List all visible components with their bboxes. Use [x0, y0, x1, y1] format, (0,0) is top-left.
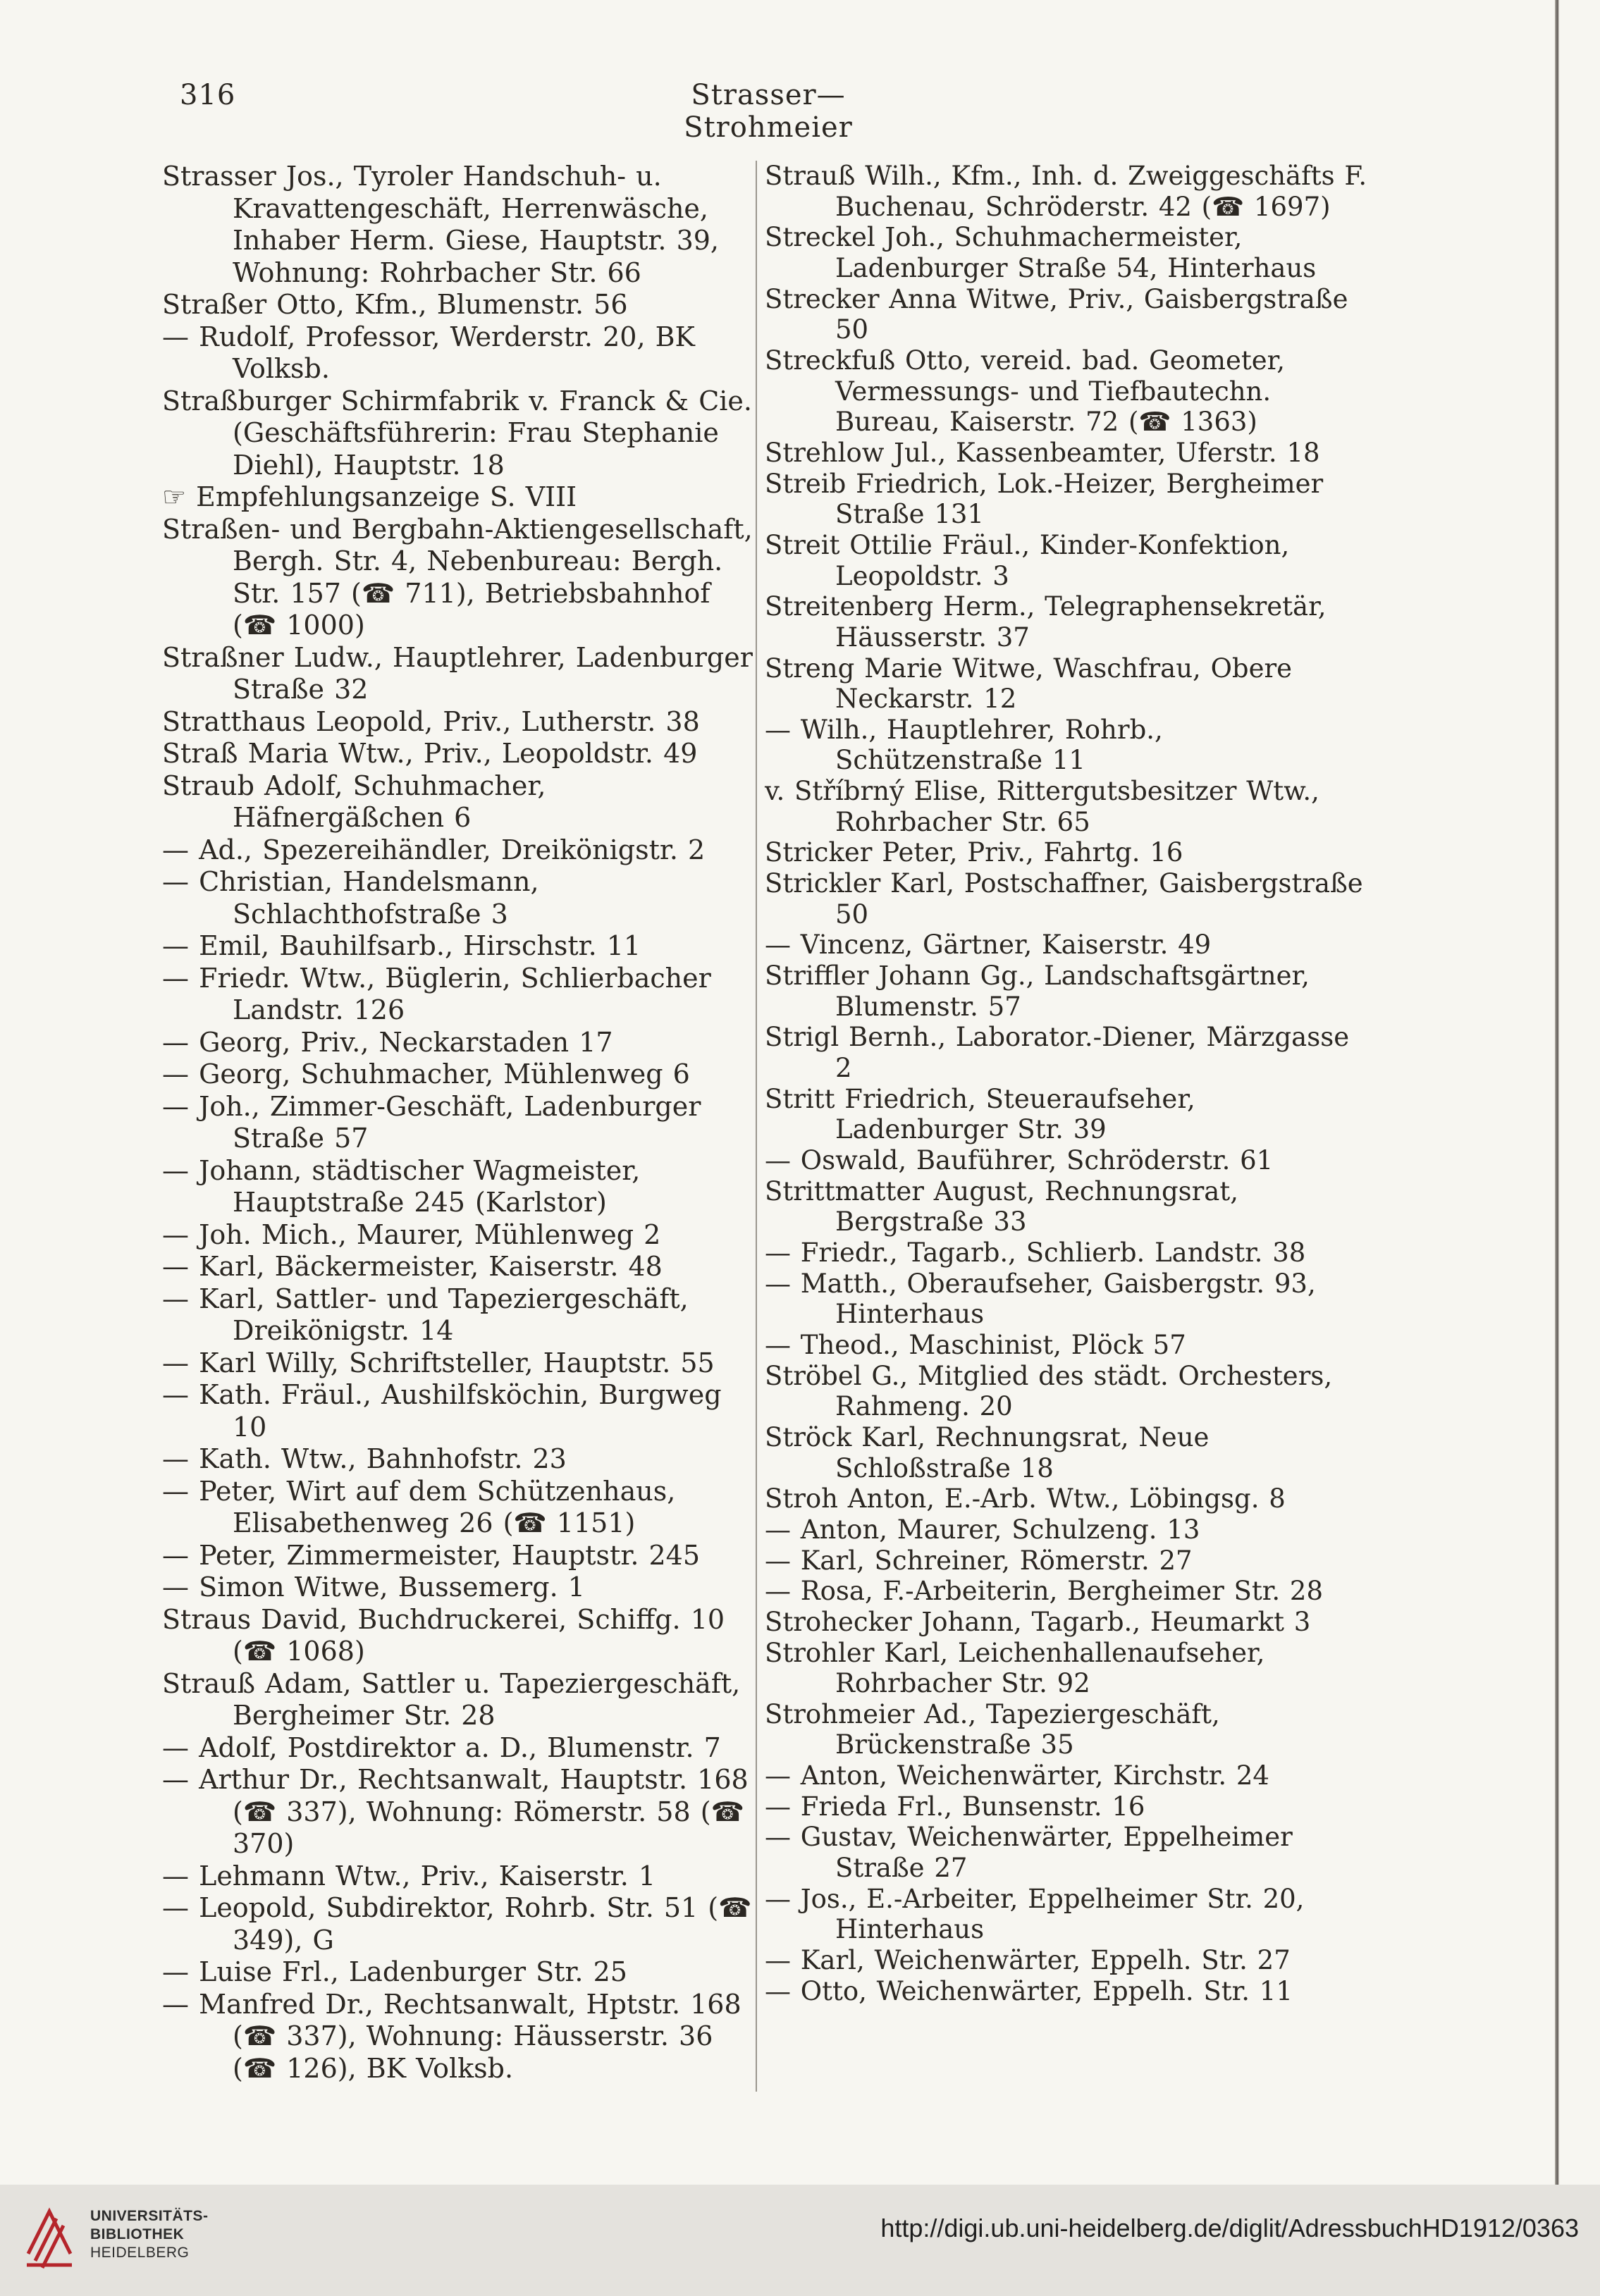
directory-entry: — Simon Witwe, Bussemerg. 1 [162, 1572, 585, 1603]
directory-entry: Stroh Anton, E.-Arb. Wtw., Löbingsg. 8 [765, 1483, 1286, 1514]
directory-entry: Straßen- und Bergbahn-Aktiengesellschaft, Bergh. Str. 4, Nebenbureau: Bergh. Str. 157 (☎ 711), Betriebsbahnhof (☎ 1000) [162, 513, 753, 641]
directory-entry: — Peter, Zimmermeister, Hauptstr. 245 [162, 1539, 701, 1571]
directory-entry: — Peter, Wirt auf dem Schützenhaus, Elisabethenweg 26 (☎ 1151) [162, 1475, 676, 1538]
directory-entry: — Karl, Schreiner, Römerstr. 27 [765, 1545, 1193, 1576]
directory-entry: — Georg, Schuhmacher, Mühlenweg 6 [162, 1058, 690, 1090]
directory-entry: — Kath. Wtw., Bahnhofstr. 23 [162, 1443, 567, 1474]
directory-entry: — Kath. Fräul., Aushilfsköchin, Burgweg 10 [162, 1379, 722, 1443]
source-url-link[interactable]: http://digi.ub.uni-heidelberg.de/diglit/AdressbuchHD1912/0363 [880, 2214, 1579, 2242]
directory-entry: — Christian, Handelsmann, Schlachthofstraße 3 [162, 866, 539, 930]
directory-entry: — Theod., Maschinist, Plöck 57 [765, 1329, 1186, 1360]
directory-entry: — Otto, Weichenwärter, Eppelh. Str. 11 [765, 1975, 1293, 2006]
directory-entry: Streng Marie Witwe, Waschfrau, Obere Neckarstr. 12 [765, 653, 1293, 715]
directory-entry: — Manfred Dr., Rechtsanwalt, Hptstr. 168 (☎ 337), Wohnung: Häusserstr. 36 (☎ 126), BK Volksb. [162, 1988, 741, 2084]
directory-entry: Strohecker Johann, Tagarb., Heumarkt 3 [765, 1606, 1311, 1637]
directory-entry: Strehlow Jul., Kassenbeamter, Uferstr. 18 [765, 437, 1320, 468]
directory-entry: — Joh., Zimmer-Geschäft, Ladenburger Straße 57 [162, 1090, 701, 1154]
directory-entry: Stratthaus Leopold, Priv., Lutherstr. 38 [162, 705, 700, 737]
directory-entry: Stricker Peter, Priv., Fahrtg. 16 [765, 837, 1183, 868]
directory-entry: Strecker Anna Witwe, Priv., Gaisbergstraße 50 [765, 283, 1348, 345]
directory-entry: — Friedr., Tagarb., Schlierb. Landstr. 38 [765, 1237, 1306, 1268]
library-name [90, 2207, 209, 2262]
directory-entry: — Wilh., Hauptlehrer, Rohrb., Schützenstraße 11 [765, 714, 1163, 776]
library-name-line1: UNIVERSITÄTS- [90, 2208, 209, 2224]
directory-entry: — Luise Frl., Ladenburger Str. 25 [162, 1956, 627, 1987]
directory-entry: — Frieda Frl., Bunsenstr. 16 [765, 1791, 1145, 1822]
directory-entry: Straub Adolf, Schuhmacher, Häfnergäßchen 6 [162, 770, 546, 833]
directory-entry: Streit Ottilie Fräul., Kinder-Konfektion, Leopoldstr. 3 [765, 529, 1290, 591]
directory-entry: — Leopold, Subdirektor, Rohrb. Str. 51 (☎ 349), G [162, 1892, 752, 1956]
page-edge [1555, 0, 1559, 2185]
directory-entry: — Karl, Weichenwärter, Eppelh. Str. 27 [765, 1945, 1291, 1976]
directory-entry: Streckfuß Otto, vereid. bad. Geometer, Vermessungs- und Tiefbautechn. Bureau, Kaiserstr. 72 (☎ 1363) [765, 345, 1286, 438]
directory-entry: Straßner Ludw., Hauptlehrer, Ladenburger Straße 32 [162, 641, 753, 705]
directory-entry: v. Stříbrný Elise, Rittergutsbesitzer Wtw., Rohrbacher Str. 65 [765, 776, 1319, 837]
directory-entry: Striffler Johann Gg., Landschaftsgärtner, Blumenstr. 57 [765, 961, 1310, 1022]
directory-entry: Straßer Otto, Kfm., Blumenstr. 56 [162, 289, 628, 320]
directory-entry: — Vincenz, Gärtner, Kaiserstr. 49 [765, 930, 1212, 961]
library-logo-icon [21, 2197, 78, 2275]
page-number: 316 [180, 79, 236, 111]
directory-entry: — Anton, Maurer, Schulzeng. 13 [765, 1514, 1200, 1545]
directory-entry: Strohmeier Ad., Tapeziergeschäft, Brückenstraße 35 [765, 1698, 1220, 1760]
directory-entry: — Georg, Priv., Neckarstaden 17 [162, 1026, 613, 1058]
directory-entry: Strasser Jos., Tyroler Handschuh- u. Kravattengeschäft, Herrenwäsche, Inhaber Herm. Giese, Hauptstr. 39, Wohnung: Rohrbacher Str. 66 [162, 161, 720, 288]
running-head: Strasser—Strohmeier [684, 79, 853, 144]
directory-entry: Strauß Wilh., Kfm., Inh. d. Zweiggeschäfts F. Buchenau, Schröderstr. 42 (☎ 1697) [765, 161, 1367, 222]
directory-entry: Ströck Karl, Rechnungsrat, Neue Schloßstraße 18 [765, 1421, 1210, 1483]
directory-entry: — Karl, Bäckermeister, Kaiserstr. 48 [162, 1251, 663, 1282]
library-name-line3: HEIDELBERG [90, 2245, 190, 2261]
directory-entry: — Lehmann Wtw., Priv., Kaiserstr. 1 [162, 1860, 656, 1891]
directory-entry: — Johann, städtischer Wagmeister, Hauptstraße 245 (Karlstor) [162, 1154, 641, 1218]
directory-entry: — Gustav, Weichenwärter, Eppelheimer Straße 27 [765, 1822, 1293, 1884]
directory-entry: — Emil, Bauhilfsarb., Hirschstr. 11 [162, 930, 641, 961]
directory-entry: Straß Maria Wtw., Priv., Leopoldstr. 49 [162, 738, 698, 769]
directory-entry: — Karl Willy, Schriftsteller, Hauptstr. 55 [162, 1347, 715, 1378]
directory-entry: — Rudolf, Professor, Werderstr. 20, BK Volksb. [162, 321, 695, 384]
directory-entry: Strickler Karl, Postschaffner, Gaisbergstraße 50 [765, 868, 1363, 930]
directory-entry: — Ad., Spezereihändler, Dreikönigstr. 2 [162, 834, 706, 865]
directory-entry: Strittmatter August, Rechnungsrat, Bergstraße 33 [765, 1175, 1238, 1238]
directory-entry: — Oswald, Bauführer, Schröderstr. 61 [765, 1145, 1274, 1175]
directory-entry: — Arthur Dr., Rechtsanwalt, Hauptstr. 168 (☎ 337), Wohnung: Römerstr. 58 (☎ 370) [162, 1764, 749, 1859]
directory-entry: Ströbel G., Mitglied des städt. Orchesters, Rahmeng. 20 [765, 1360, 1333, 1422]
directory-entry: Streckel Joh., Schuhmachermeister, Ladenburger Straße 54, Hinterhaus [765, 222, 1317, 283]
directory-entry: Streitenberg Herm., Telegraphensekretär, Häusserstr. 37 [765, 591, 1327, 653]
column-divider [756, 161, 757, 2092]
directory-entry: Straßburger Schirmfabrik v. Franck & Cie. (Geschäftsführerin: Frau Stephanie Diehl), Hauptstr. 18 [162, 385, 753, 481]
directory-entry: — Friedr. Wtw., Büglerin, Schlierbacher Landstr. 126 [162, 962, 711, 1025]
directory-entry: Strigl Bernh., Laborator.-Diener, Märzgasse 2 [765, 1022, 1350, 1084]
directory-entry: — Adolf, Postdirektor a. D., Blumenstr. 7 [162, 1732, 721, 1763]
left-column [162, 161, 754, 2085]
directory-entry: Stritt Friedrich, Steueraufseher, Ladenburger Str. 39 [765, 1083, 1195, 1145]
directory-entry: Straus David, Buchdruckerei, Schiffg. 10 (☎ 1068) [162, 1603, 725, 1667]
directory-entry: — Joh. Mich., Maurer, Mühlenweg 2 [162, 1218, 661, 1250]
library-name-line2: BIBLIOTHEK [90, 2226, 185, 2242]
directory-entry: — Rosa, F.-Arbeiterin, Bergheimer Str. 28 [765, 1576, 1323, 1607]
directory-entry: — Matth., Oberaufseher, Gaisbergstr. 93, Hinterhaus [765, 1268, 1316, 1330]
directory-entry: ☞ Empfehlungsanzeige S. VIII [162, 481, 577, 512]
directory-entry: — Jos., E.-Arbeiter, Eppelheimer Str. 20, Hinterhaus [765, 1883, 1305, 1945]
directory-entry: Strohler Karl, Leichenhallenaufseher, Rohrbacher Str. 92 [765, 1637, 1265, 1699]
directory-entry: — Anton, Weichenwärter, Kirchstr. 24 [765, 1760, 1269, 1791]
directory-entry: Strauß Adam, Sattler u. Tapeziergeschäft, Bergheimer Str. 28 [162, 1667, 741, 1731]
right-column [765, 161, 1371, 2006]
directory-entry: Streib Friedrich, Lok.-Heizer, Bergheimer Straße 131 [765, 468, 1324, 530]
directory-entry: — Karl, Sattler- und Tapeziergeschäft, Dreikönigstr. 14 [162, 1283, 689, 1346]
